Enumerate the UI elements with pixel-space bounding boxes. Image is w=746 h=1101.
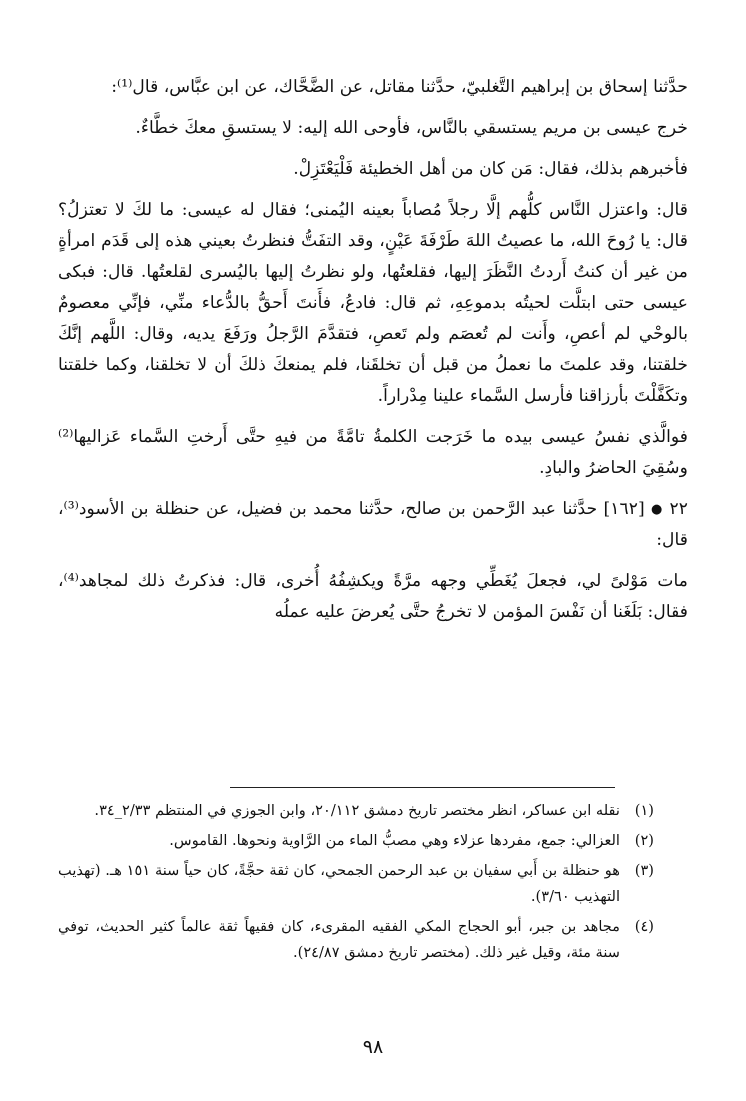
footnote-text: مجاهد بن جبر، أبو الحجاج المكي الفقيه المقرىء، كان فقيهاً ثقة عالماً كثير الحديث، توفي سنة مئة، وقيل غير ذلك. (مختصر تاريخ دمشق ٢٤/٨٧). [58, 918, 620, 961]
footnote-text: العزالي: جمع، مفردها عزلاء وهي مصبُّ الماء من الرَّاوية ونحوها. القاموس. [169, 832, 620, 849]
page-number: ٩٨ [362, 1036, 384, 1058]
paragraph-3: قال: واعتزل النَّاس كلُّهم إلَّا رجلاً مُصاباً بعينه اليُمنى؛ فقال له عيسى: ما لكَ لا تعتزلُ؟ قال: يا رُوحَ الله، ما عصيتُ اللهَ طَرْفَةَ عَيْنٍ، وقد التفَتُّ فنظرتُ بعيني هذه إلى قَدَم امرأةٍ من غير أن كنتُ أَردتُ النَّظَرَ إليها، فقلعتُها، ولو نظرتُ إليها باليُسرى لقلعتُها. قال: فبكى عيسى حتى ابتلَّت لحيتُه بدموعِهِ، ثم قال: فادعُ، فأَنتَ أَحقُّ بالدُّعاء منِّي، فإنِّي معصومٌ بالوحْي لم أعصِ، وأَنت لم تُعصَم ولم تَعصِ، فتقدَّمَ الرَّجلُ ورَفَعَ يديه، وقال: اللَّهم إنَّكَ خلقتنا، وقد علمتَ ما نعملُ من قبل أن تخلقَنا، فلم يمنعكَ ذلكَ أن لا تخلقنا، وكما خلقتنا وتكَفَّلْتَ بأرزاقنا فأرسل السَّماء علينا مِدْراراً. [58, 200, 688, 406]
footnote-4 [58, 914, 654, 966]
footnote-number: (٤) [634, 918, 654, 935]
paragraph-2: فأخبرهم بذلك، فقال: مَن كان من أهل الخطيئة فَلْيَعْتَزِلْ. [293, 159, 688, 179]
footnote-2 [58, 828, 654, 854]
footnote-divider [230, 787, 615, 788]
footnotes [58, 798, 654, 970]
footnote-1 [58, 798, 654, 824]
hadith-reference: [١٦٢] [603, 499, 645, 519]
paragraph-4: فوالَّذي نفسُ عيسى بيده ما خَرَجت الكلمةُ تامَّةً من فيهِ حتَّى أَرختِ السَّماء عَزاليها⁽²⁾ وسُقِيَ الحاضرُ والبادِ. [58, 427, 688, 478]
paragraph-1: خرج عيسى بن مريم يستسقي بالنَّاس، فأوحى الله إليه: لا يستسقِ معكَ خطَّاءٌ. [135, 118, 688, 138]
footnote-number: (٣) [634, 862, 654, 879]
paragraph-last: مات مَوْلىً لي، فجعلَ يُغَطِّي وجهه مرَّةً ويكشِفُهُ أُخرى، قال: فذكرتُ ذلك لمجاهد⁽⁴⁾، فقال: بَلَغَنا أن نَفْسَ المؤمن لا تخرجُ حتَّى يُعرضَ عليه عملُه [58, 571, 688, 622]
bullet-icon: ● [651, 502, 664, 517]
footnote-text: نقله ابن عساكر، انظر مختصر تاريخ دمشق ٢٠/١١٢، وابن الجوزي في المنتظم ٢/٣٣_٣٤. [94, 802, 620, 819]
footnote-number: (٢) [634, 832, 654, 849]
footnote-text: هو حنظلة بن أَبي سفيان بن عبد الرحمن الجمحي، كان ثقة حجَّةً، كان حياً سنة ١٥١ هـ. (تهذيب التهذيب ٣/٦٠). [58, 862, 620, 905]
footnote-3 [58, 858, 654, 910]
paragraph-isnad: حدَّثنا إسحاق بن إبراهيم التَّغلبيّ، حدَّثنا مقاتل، عن الضَّحَّاك، عن ابن عبَّاس، قال⁽¹⁾: [111, 77, 688, 97]
hadith-number: ٢٢ [669, 499, 689, 519]
hadith-22-intro [58, 494, 688, 556]
footnote-number: (١) [634, 802, 654, 819]
hadith-intro-text: حدَّثنا عبد الرَّحمن بن صالح، حدَّثنا محمد بن فضيل، عن حنظلة بن الأسود⁽³⁾، قال: [58, 499, 688, 550]
main-text [58, 72, 688, 638]
